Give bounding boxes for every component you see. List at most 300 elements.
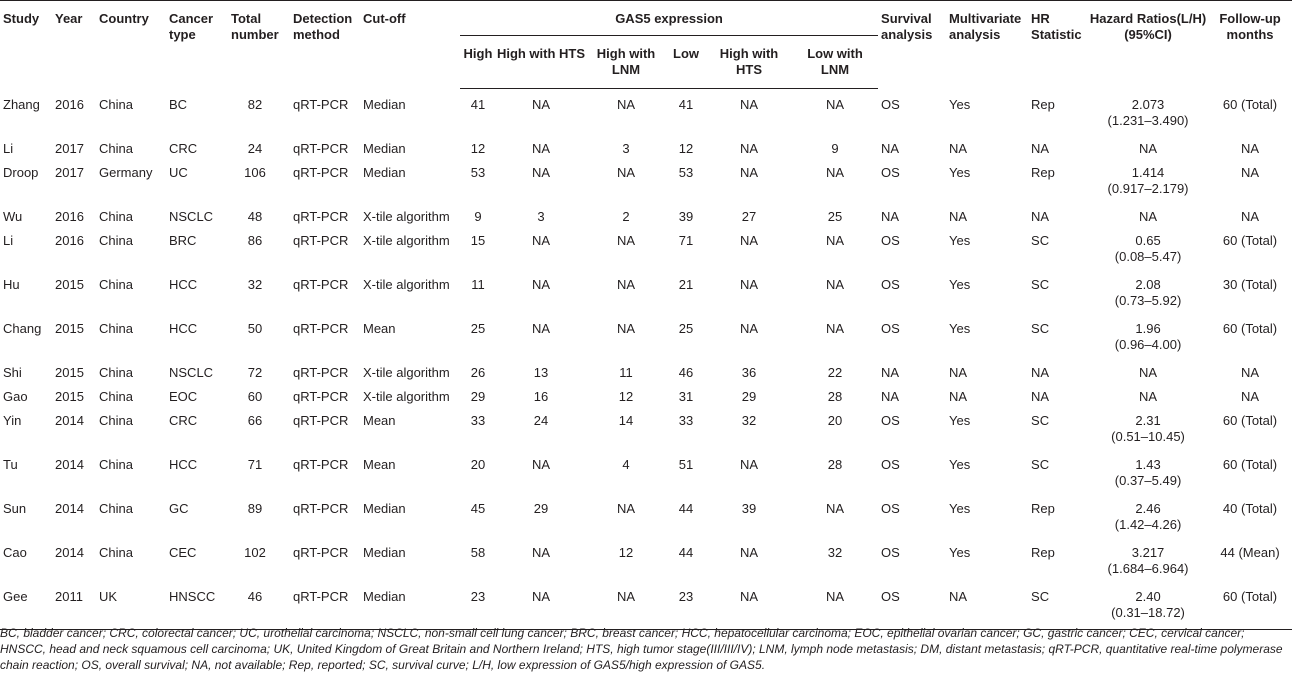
cell-survival: OS: [881, 276, 900, 292]
cell-year: 2014: [55, 412, 84, 428]
subheader-high-with-lnm: High with LNM: [586, 36, 666, 89]
cell-low-lnm: NA: [825, 164, 845, 180]
cell-low-lnm: 25: [827, 208, 843, 224]
cell-cutoff: Median: [363, 96, 406, 112]
cell-method: qRT-PCR: [293, 364, 349, 380]
header-country: Country: [96, 1, 166, 89]
cell-study: Tu: [3, 456, 18, 472]
cell-hr: SC: [1031, 456, 1050, 472]
cell-high-hts: NA: [531, 456, 551, 472]
table-footnote: BC, bladder cancer; CRC, colorectal cancer; UC, urothelial carcinoma; NSCLC, non-small cell lung cancer; BRC, breast cancer; HCC, hepatocellular carcinoma; EOC, epithelial ovarian cancer; GC, gastric cancer; CEC, cervical cancer; HNSCC, head and neck squamous cell carcinoma; UK, United Kingdom of Great Britain and Northern Ireland; HTS, high tumor stage(III/III/IV); LNM, lymph node metastasis; DM, distant metastasis; qRT-PCR, quantitative real-time polymerase chain reaction; OS, overall survival; NA, not available; Rep, reported; SC, survival curve; L/H, low expression of GAS5/high expression of GAS5.: [0, 626, 1283, 672]
cell-low-hts: NA: [739, 276, 759, 292]
table-row: [0, 89, 1292, 133]
cell-follow: NA: [1241, 140, 1260, 156]
header-hr-statistic: HR Statistic: [1028, 1, 1088, 89]
hazard-ratio-ci: (0.51–10.45): [1111, 428, 1185, 444]
cell-hazard-ratio: [1088, 133, 1208, 157]
cell-high-lnm: NA: [616, 97, 636, 112]
header-detection-method: Detection method: [290, 1, 360, 89]
table-body: [0, 89, 1292, 630]
cell-country: China: [99, 208, 133, 224]
cell-multi: Yes: [949, 276, 971, 292]
cell-high-lnm: 3: [622, 140, 630, 156]
header-gas5-expression: GAS5 expression: [460, 1, 878, 36]
table-row: [0, 581, 1292, 630]
cell-study: Li: [3, 232, 14, 248]
cell-hr: Rep: [1031, 164, 1055, 180]
cell-low-hts: NA: [739, 140, 759, 156]
cell-year: 2011: [52, 581, 96, 630]
hazard-ratio-ci: (0.31–18.72): [1111, 604, 1185, 620]
cell-high-hts: NA: [531, 232, 551, 248]
cell-hazard-ratio: [1088, 157, 1208, 201]
cell-cancer: BRC: [169, 232, 197, 248]
cell-survival: OS: [881, 232, 900, 248]
cell-high-hts: 13: [533, 364, 549, 380]
hazard-ratio-value: 1.96: [1135, 320, 1161, 336]
cell-year: 2017: [55, 164, 84, 180]
cell-low: 23: [666, 581, 706, 630]
cell-high: 15: [470, 232, 486, 248]
cell-follow: 40 (Total): [1222, 500, 1278, 516]
hazard-ratio-value: 3.217: [1131, 544, 1165, 560]
cell-high: 58: [470, 544, 486, 560]
cell-total: 72: [247, 364, 263, 380]
header-survival-analysis: Survival analysis: [878, 1, 946, 89]
header-cutoff: Cut-off: [360, 1, 460, 89]
cell-low-hts: NA: [739, 320, 759, 336]
cell-cutoff: X-tile algorithm: [363, 388, 450, 404]
cell-survival: OS: [881, 500, 900, 516]
cell-cutoff: Median: [363, 544, 406, 560]
cell-hazard-ratio: [1088, 537, 1208, 581]
table-row: [0, 537, 1292, 581]
cell-high: 9: [474, 208, 482, 224]
cell-method: qRT-PCR: [293, 276, 349, 292]
hazard-ratio-value: NA: [1139, 140, 1158, 156]
cell-high-hts: NA: [531, 320, 551, 336]
cell-hr: NA: [1031, 208, 1050, 224]
cell-low: 39: [678, 208, 694, 224]
cell-high-lnm: 11: [619, 364, 633, 380]
cell-high-lnm: NA: [586, 581, 666, 630]
cell-follow: 60 (Total): [1222, 456, 1278, 472]
cell-high: 25: [470, 320, 486, 336]
cell-high-lnm: NA: [616, 164, 636, 180]
cell-cancer: CEC: [169, 544, 197, 560]
cell-total: 50: [247, 320, 263, 336]
cell-high: 11: [471, 276, 485, 292]
cell-low-lnm: NA: [825, 276, 845, 292]
cell-hazard-ratio: [1088, 313, 1208, 357]
cell-total: 106: [244, 164, 266, 180]
cell-multi: NA: [946, 581, 1028, 630]
cell-cancer: CRC: [169, 412, 198, 428]
cell-hr: NA: [1031, 140, 1050, 156]
cell-hazard-ratio: [1088, 581, 1208, 630]
hazard-ratio-ci: (0.08–5.47): [1114, 248, 1182, 264]
cell-country: China: [99, 320, 133, 336]
cell-year: 2014: [55, 500, 84, 516]
cell-low: 51: [678, 456, 694, 472]
cell-high-hts: NA: [531, 97, 551, 112]
cell-country: China: [99, 412, 133, 428]
table-row: [0, 381, 1292, 405]
cell-follow: NA: [1241, 388, 1260, 404]
header-multivariate-analysis: Multivariate analysis: [946, 1, 1028, 89]
cell-low-lnm: NA: [825, 320, 845, 336]
cell-cutoff: Median: [363, 500, 406, 516]
cell-cutoff: X-tile algorithm: [363, 232, 450, 248]
cell-low-hts: 36: [741, 364, 757, 380]
cell-high-hts: NA: [531, 140, 551, 156]
cell-high-hts: NA: [531, 276, 551, 292]
cell-low-lnm: NA: [825, 97, 845, 112]
hazard-ratio-value: 2.31: [1135, 412, 1161, 428]
cell-follow: 60 (Total): [1208, 581, 1292, 630]
cell-hazard-ratio: [1088, 405, 1208, 449]
cell-high-lnm: NA: [616, 232, 636, 248]
subheader-low-high-with-hts: High with HTS: [706, 36, 792, 89]
cell-method: qRT-PCR: [293, 96, 349, 112]
cell-multi: NA: [949, 364, 968, 380]
hazard-ratio-value: 1.414: [1131, 164, 1165, 180]
table-header: [0, 1, 1292, 89]
cell-study: Sun: [3, 500, 27, 516]
cell-cutoff: X-tile algorithm: [363, 208, 450, 224]
cell-year: 2016: [55, 232, 84, 248]
cell-survival: NA: [881, 208, 900, 224]
cell-high-lnm: 4: [622, 456, 630, 472]
cell-country: China: [99, 276, 133, 292]
cell-high-hts: NA: [531, 164, 551, 180]
cell-country: China: [99, 232, 133, 248]
cell-low: 44: [678, 500, 694, 516]
cell-hr: SC: [1031, 320, 1050, 336]
cell-low: 25: [678, 320, 694, 336]
table-row: [0, 313, 1292, 357]
cell-method: qRT-PCR: [293, 388, 349, 404]
cell-study: Gee: [0, 581, 52, 630]
cell-study: Cao: [3, 544, 27, 560]
cell-low: 71: [678, 232, 694, 248]
cell-survival: OS: [881, 164, 900, 180]
table-row: [0, 133, 1292, 157]
cell-high-lnm: 12: [618, 544, 634, 560]
cell-survival: OS: [881, 544, 900, 560]
cell-high-lnm: 14: [618, 412, 634, 428]
cell-low-hts: 39: [741, 500, 757, 516]
cell-year: 2016: [55, 208, 84, 224]
hazard-ratio-ci: (0.73–5.92): [1114, 292, 1182, 308]
cell-year: 2017: [55, 140, 84, 156]
table-row: [0, 493, 1292, 537]
header-follow-up: Follow-up months: [1208, 1, 1292, 89]
cell-cancer: HNSCC: [166, 581, 228, 630]
cell-year: 2015: [55, 364, 84, 380]
cell-cancer: HCC: [169, 276, 198, 292]
cell-hazard-ratio: [1088, 201, 1208, 225]
cell-country: China: [99, 96, 133, 112]
cell-multi: Yes: [949, 456, 971, 472]
cell-study: Shi: [3, 364, 22, 380]
cell-survival: OS: [881, 456, 900, 472]
cell-method: qRT-PCR: [293, 320, 349, 336]
cell-low-lnm: 20: [827, 412, 843, 428]
cell-low-lnm: 28: [827, 456, 843, 472]
cell-multi: Yes: [949, 164, 971, 180]
cell-multi: Yes: [949, 500, 971, 516]
cell-survival: OS: [881, 412, 900, 428]
cell-method: qRT-PCR: [293, 456, 349, 472]
cell-low: 12: [678, 140, 694, 156]
cell-total: 60: [247, 388, 263, 404]
cell-hr: SC: [1031, 276, 1050, 292]
table-row: [0, 157, 1292, 201]
hazard-ratio-value: NA: [1139, 388, 1158, 404]
cell-year: 2014: [55, 456, 84, 472]
cell-multi: Yes: [949, 544, 971, 560]
cell-study: Gao: [3, 388, 28, 404]
cell-high: 23: [460, 581, 496, 630]
cell-high-hts: 24: [533, 412, 549, 428]
cell-low-lnm: 9: [831, 140, 839, 156]
cell-low-hts: NA: [739, 164, 759, 180]
cell-multi: Yes: [949, 96, 971, 112]
cell-low-hts: 29: [741, 388, 757, 404]
cell-high-hts: 3: [537, 208, 545, 224]
cell-cancer: HCC: [169, 320, 198, 336]
cell-country: China: [99, 388, 133, 404]
cell-country: China: [99, 500, 133, 516]
cell-hr: Rep: [1031, 500, 1055, 516]
cell-total: 66: [247, 412, 263, 428]
cell-low: 41: [678, 97, 694, 112]
cell-low-lnm: NA: [825, 500, 845, 516]
cell-hazard-ratio: [1088, 225, 1208, 269]
cell-study: Droop: [3, 164, 39, 180]
cell-survival: NA: [881, 140, 900, 156]
cell-study: Zhang: [3, 96, 40, 112]
cell-hr: SC: [1031, 232, 1050, 248]
table-row: [0, 201, 1292, 225]
cell-cutoff: Mean: [363, 412, 396, 428]
cell-high: 53: [470, 164, 486, 180]
hazard-ratio-value: 1.43: [1135, 456, 1161, 472]
table-row: [0, 225, 1292, 269]
hazard-ratio-value: 2.08: [1135, 276, 1161, 292]
header-year: Year: [52, 1, 96, 89]
cell-low-lnm: 32: [827, 544, 843, 560]
cell-survival: NA: [881, 364, 900, 380]
cell-hr: Rep: [1031, 96, 1055, 112]
cell-hazard-ratio: [1088, 269, 1208, 313]
cell-country: UK: [96, 581, 166, 630]
cell-cancer: BC: [169, 96, 188, 112]
cell-survival: NA: [881, 388, 900, 404]
cell-multi: NA: [949, 140, 968, 156]
cell-hazard-ratio: [1088, 381, 1208, 405]
cell-method: qRT-PCR: [293, 544, 349, 560]
header-hazard-ratios: Hazard Ratios(L/H) (95%CI): [1088, 1, 1208, 89]
cell-cancer: CRC: [169, 140, 198, 156]
hazard-ratio-ci: (0.96–4.00): [1114, 336, 1182, 352]
cell-cancer: NSCLC: [169, 364, 214, 380]
cell-year: 2015: [55, 276, 84, 292]
cell-year: 2015: [55, 388, 84, 404]
cell-study: Hu: [3, 276, 20, 292]
cell-method: qRT-PCR: [293, 232, 349, 248]
cell-total: 102: [244, 544, 266, 560]
cell-cutoff: Mean: [363, 320, 396, 336]
cell-country: China: [99, 364, 133, 380]
cell-follow: NA: [1241, 164, 1260, 180]
cell-low-hts: NA: [706, 581, 792, 630]
hazard-ratio-ci: (0.37–5.49): [1114, 472, 1182, 488]
hazard-ratio-value: 2.073: [1131, 96, 1165, 112]
cell-high-lnm: NA: [616, 320, 636, 336]
cell-low: 53: [678, 164, 694, 180]
hazard-ratio-ci: (1.42–4.26): [1114, 516, 1182, 532]
cell-follow: 44 (Mean): [1220, 544, 1280, 560]
cell-total: 32: [247, 276, 263, 292]
cell-low: 46: [678, 364, 694, 380]
cell-follow: 30 (Total): [1222, 276, 1278, 292]
cell-survival: OS: [878, 581, 946, 630]
cell-method: qRT-PCR: [293, 140, 349, 156]
cell-high-hts: 29: [533, 500, 549, 516]
cell-hr: NA: [1031, 388, 1050, 404]
cell-total: 48: [247, 208, 263, 224]
cell-survival: OS: [881, 320, 900, 336]
cell-follow: 60 (Total): [1222, 96, 1278, 112]
cell-low-lnm: NA: [825, 232, 845, 248]
cell-cancer: HCC: [169, 456, 198, 472]
cell-study: Li: [3, 140, 14, 156]
cell-country: Germany: [99, 164, 153, 180]
hazard-ratio-ci: (1.684–6.964): [1107, 560, 1189, 576]
cell-country: China: [99, 544, 133, 560]
cell-low-hts: NA: [739, 232, 759, 248]
cell-total: 46: [228, 581, 290, 630]
cell-low: 21: [678, 276, 694, 292]
table-row: [0, 269, 1292, 313]
cell-hazard-ratio: [1088, 357, 1208, 381]
cell-cutoff: X-tile algorithm: [363, 364, 450, 380]
cell-low: 31: [678, 388, 694, 404]
cell-high: 12: [470, 140, 486, 156]
cell-cancer: GC: [169, 500, 189, 516]
cell-follow: NA: [1241, 208, 1260, 224]
cell-high: 20: [470, 456, 486, 472]
cell-total: 82: [247, 96, 263, 112]
cell-hazard-ratio: [1088, 89, 1208, 133]
header-cancer-type: Cancer type: [166, 1, 228, 89]
cell-high-lnm: 12: [618, 388, 634, 404]
header-study: Study: [0, 1, 52, 89]
cell-high: 33: [470, 412, 486, 428]
cell-cutoff: Mean: [363, 456, 396, 472]
cell-high: 29: [470, 388, 486, 404]
cell-high: 45: [470, 500, 486, 516]
cell-high-hts: NA: [496, 581, 586, 630]
cell-year: 2015: [55, 320, 84, 336]
cell-year: 2016: [55, 96, 84, 112]
cell-follow: 60 (Total): [1222, 232, 1278, 248]
table-row: [0, 449, 1292, 493]
cell-method: qRT-PCR: [293, 500, 349, 516]
hazard-ratio-ci: (0.917–2.179): [1107, 180, 1189, 196]
cell-method: qRT-PCR: [290, 581, 360, 630]
subheader-low-with-lnm: Low with LNM: [792, 36, 878, 89]
cell-hr: NA: [1031, 364, 1050, 380]
hazard-ratio-value: NA: [1139, 208, 1158, 224]
cell-hazard-ratio: [1088, 449, 1208, 493]
cell-low-lnm: 22: [827, 364, 843, 380]
cell-multi: Yes: [949, 412, 971, 428]
cell-total: 89: [247, 500, 263, 516]
cell-method: qRT-PCR: [293, 208, 349, 224]
cell-low-lnm: NA: [792, 581, 878, 630]
cell-multi: NA: [949, 208, 968, 224]
cell-low-hts: NA: [739, 544, 759, 560]
cell-hr: Rep: [1031, 544, 1055, 560]
cell-hr: SC: [1028, 581, 1088, 630]
cell-multi: NA: [949, 388, 968, 404]
cell-low: 44: [678, 544, 694, 560]
hazard-ratio-value: 2.46: [1135, 500, 1161, 516]
cell-follow: 60 (Total): [1222, 412, 1278, 428]
cell-country: China: [99, 140, 133, 156]
cell-total: 71: [247, 456, 263, 472]
cell-high-lnm: NA: [616, 500, 636, 516]
cell-cutoff: Median: [363, 164, 406, 180]
cell-cancer: UC: [169, 164, 188, 180]
cell-cutoff: X-tile algorithm: [363, 276, 450, 292]
cell-follow: NA: [1241, 364, 1260, 380]
cell-total: 86: [247, 232, 263, 248]
cell-cancer: NSCLC: [169, 208, 214, 224]
cell-low-lnm: 28: [827, 388, 843, 404]
cell-country: China: [99, 456, 133, 472]
hazard-ratio-value: 0.65: [1135, 232, 1161, 248]
cell-survival: OS: [881, 96, 900, 112]
subheader-low: Low: [666, 36, 706, 89]
cell-total: 24: [247, 140, 263, 156]
cell-low-hts: NA: [739, 456, 759, 472]
cell-study: Wu: [3, 208, 23, 224]
cell-multi: Yes: [949, 232, 971, 248]
cell-multi: Yes: [949, 320, 971, 336]
cell-method: qRT-PCR: [293, 164, 349, 180]
table-row: [0, 357, 1292, 381]
cell-high: 41: [470, 97, 486, 112]
cell-high-hts: NA: [531, 544, 551, 560]
subheader-high: High: [460, 36, 496, 89]
header-total-number: Total number: [228, 1, 290, 89]
cell-low-hts: NA: [739, 97, 759, 112]
cell-high: 26: [470, 364, 486, 380]
cell-low-hts: 27: [741, 208, 757, 224]
cell-cutoff: Median: [363, 140, 406, 156]
cell-study: Chang: [3, 320, 42, 336]
cell-year: 2014: [55, 544, 84, 560]
cell-high-lnm: 2: [622, 208, 630, 224]
cell-hr: SC: [1031, 412, 1050, 428]
hazard-ratio-value: NA: [1139, 364, 1158, 380]
cell-low: 33: [678, 412, 694, 428]
cell-method: qRT-PCR: [293, 412, 349, 428]
